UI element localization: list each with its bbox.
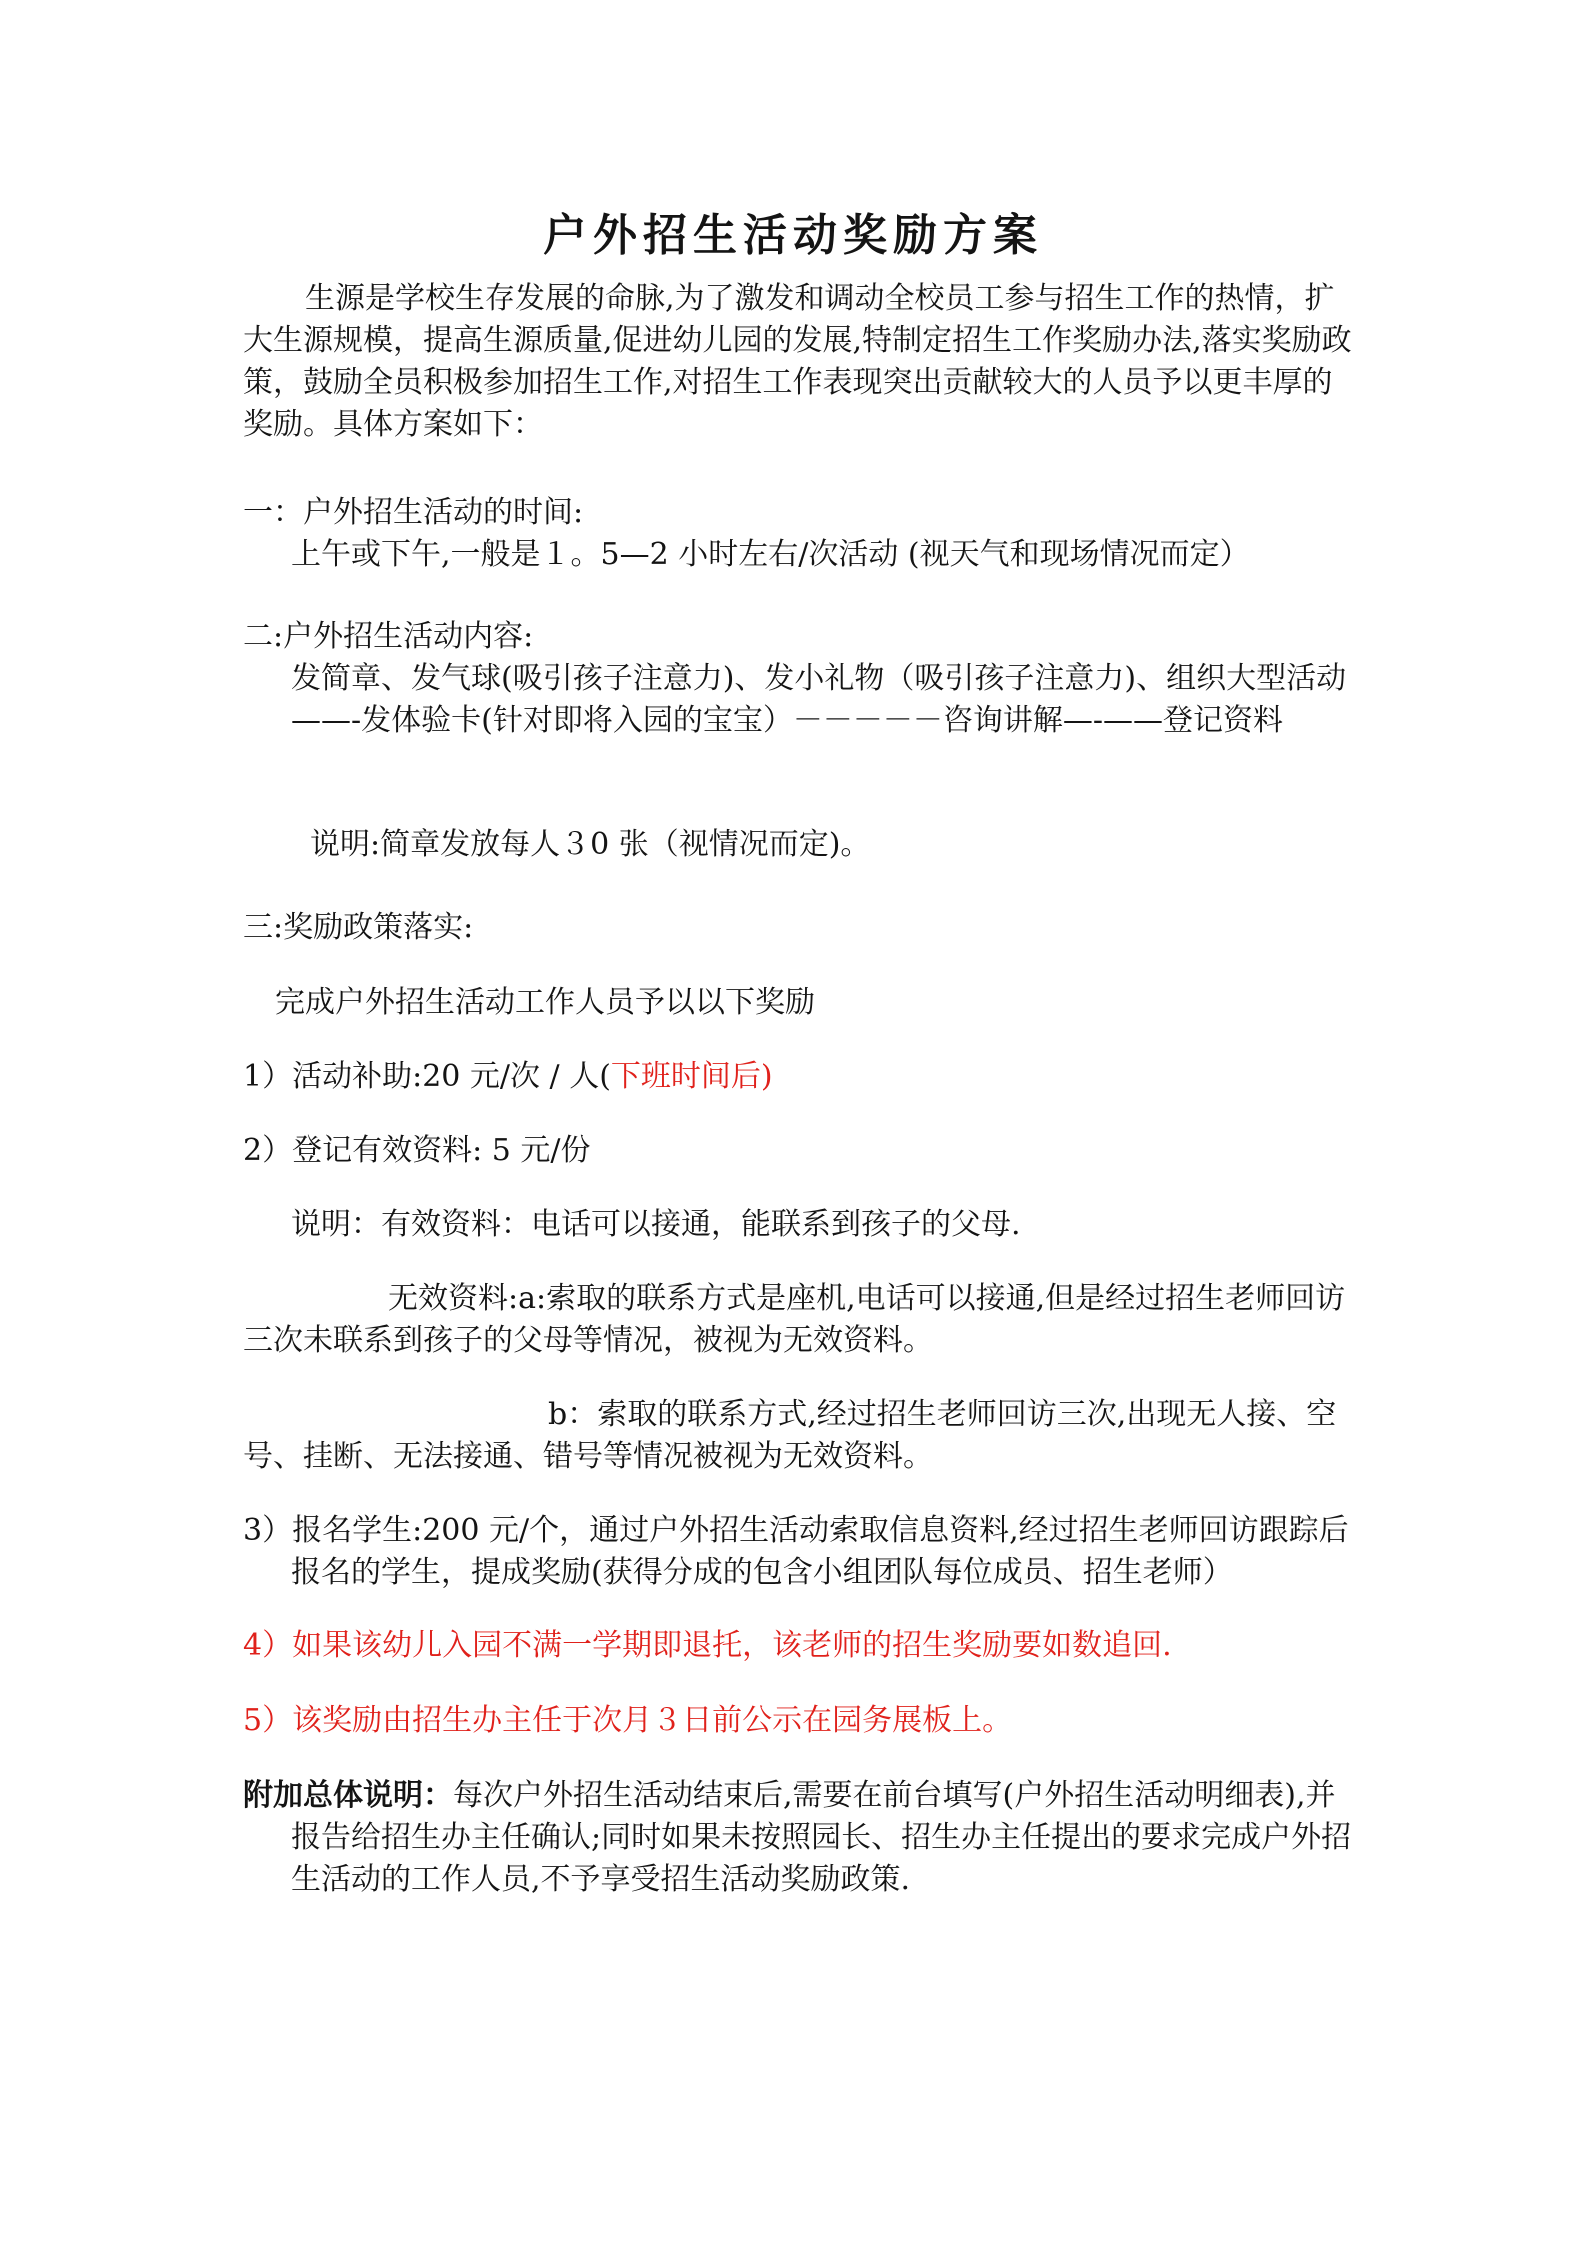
appendix-paragraph — [243, 1775, 1355, 1901]
intro-paragraph: 生源是学校生存发展的命脉,为了激发和调动全校员工参与招生工作的热情，扩大生源规模，提高生源质量,促进幼儿园的发展,特制定招生工作奖励办法,落实奖励政策，鼓励全员积极参加招生工作,对招生工作表现突出贡献较大的人员予以更丰厚的奖励。具体方案如下： — [243, 281, 1352, 442]
reward-item-1-highlight: 下班时间后) — [610, 1059, 773, 1094]
reward-item-3: 3）报名学生:200 元/个，通过户外招生活动索取信息资料,经过招生老师回访跟踪后报名的学生，提成奖励(获得分成的包含小组团队每位成员、招生老师） — [243, 1513, 1349, 1590]
document-title: 户外招生活动奖励方案 — [543, 210, 1043, 261]
section2-heading: 二:户外招生活动内容: — [243, 619, 534, 654]
section1-body: 上午或下午,一般是１。5—2 小时左右/次活动 (视天气和现场情况而定） — [291, 537, 1250, 572]
invalid-data-a: 无效资料:a:索取的联系方式是座机,电话可以接通,但是经过招生老师回访三次未联系到孩子的父母等情况，被视为无效资料。 — [243, 1281, 1346, 1358]
section3-heading: 三:奖励政策落实: — [243, 910, 474, 945]
section2-note: 说明:简章发放每人３0 张（视情况而定)。 — [310, 827, 871, 862]
section2-body: 发简章、发气球(吸引孩子注意力)、发小礼物（吸引孩子注意力)、组织大型活动——-发体验卡(针对即将入园的宝宝）－－－－－咨询讲解—-——登记资料 — [291, 661, 1347, 738]
reward-item-5: 5）该奖励由招生办主任于次月３日前公示在园务展板上。 — [243, 1703, 1013, 1738]
section3-lead: 完成户外招生活动工作人员予以以下奖励 — [275, 985, 815, 1020]
section1-heading: 一：户外招生活动的时间: — [243, 495, 584, 530]
reward-item-2: 2）登记有效资料: 5 元/份 — [243, 1133, 591, 1168]
reward-item-1 — [243, 1056, 773, 1098]
valid-data-note: 说明：有效资料：电话可以接通，能联系到孩子的父母. — [291, 1207, 1021, 1242]
appendix-body: 每次户外招生活动结束后,需要在前台填写(户外招生活动明细表),并报告给招生办主任确认;同时如果未按照园长、招生办主任提出的要求完成户外招生活动的工作人员,不予享受招生活动奖励政策. — [291, 1778, 1352, 1897]
reward-item-4: 4）如果该幼儿入园不满一学期即退托，该老师的招生奖励要如数追回. — [243, 1628, 1172, 1663]
invalid-data-b: b：索取的联系方式,经过招生老师回访三次,出现无人接、空号、挂断、无法接通、错号等情况被视为无效资料。 — [243, 1397, 1337, 1474]
appendix-label: 附加总体说明： — [243, 1778, 453, 1813]
reward-item-1-text: 1）活动补助:20 元/次 / 人( — [243, 1059, 611, 1094]
